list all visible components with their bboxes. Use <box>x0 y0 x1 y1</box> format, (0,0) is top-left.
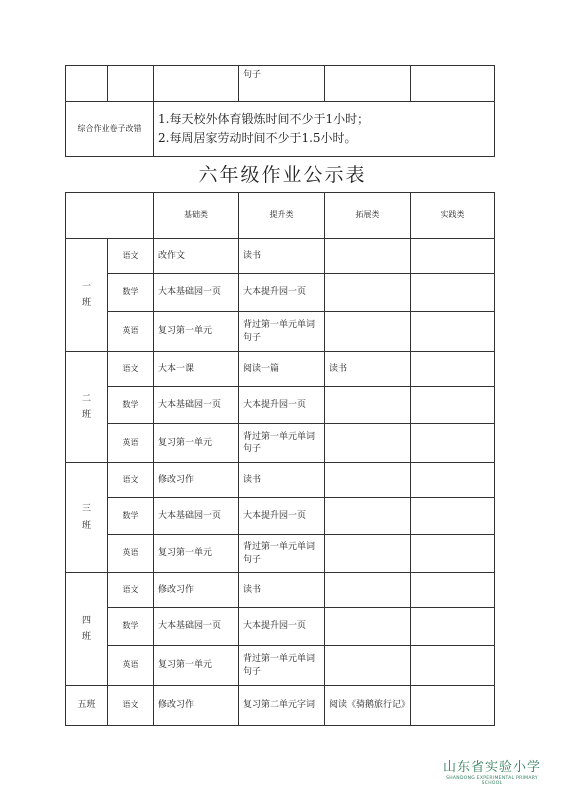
cell-improve: 背过第一单元单词句子 <box>239 424 325 463</box>
subject-label: 数学 <box>108 498 154 535</box>
cell-improve: 读书 <box>239 573 325 608</box>
subject-label: 数学 <box>108 274 154 312</box>
subject-label: 语文 <box>108 573 154 608</box>
cell-basic: 复习第一单元 <box>154 646 239 686</box>
class-name: 四 班 <box>66 573 108 686</box>
cell-basic: 改作文 <box>154 239 239 274</box>
notes-cell <box>154 102 495 157</box>
cell-practice <box>411 535 495 573</box>
cell-improve: 背过第一单元单词句子 <box>239 312 325 352</box>
cell-practice <box>411 686 495 726</box>
table-row <box>66 352 495 387</box>
cell-practice <box>411 463 495 498</box>
subject-label: 语文 <box>108 239 154 274</box>
header-extend: 拓展类 <box>325 193 411 239</box>
cell-extend <box>325 498 411 535</box>
cell-improve: 背过第一单元单词句子 <box>239 646 325 686</box>
cell-extend <box>325 239 411 274</box>
table-row <box>66 573 495 608</box>
cell-practice <box>411 387 495 424</box>
cell-basic: 大本基础园一页 <box>154 274 239 312</box>
school-name-en: SHANDONG EXPERIMENTAL PRIMARY SCHOOL <box>446 776 538 786</box>
cell-extend: 读书 <box>325 352 411 387</box>
header-basic: 基础类 <box>154 193 239 239</box>
cell-practice <box>411 274 495 312</box>
cell-extend <box>325 463 411 498</box>
table-row <box>66 239 495 274</box>
subject-label: 数学 <box>108 387 154 424</box>
cell-extend <box>325 573 411 608</box>
cell-basic: 复习第一单元 <box>154 312 239 352</box>
table-row <box>66 535 495 573</box>
subject-label: 语文 <box>108 352 154 387</box>
class-name: 二 班 <box>66 352 108 463</box>
subject-label: 语文 <box>108 686 154 726</box>
cell-practice <box>411 608 495 646</box>
table-row <box>66 102 495 157</box>
cell-basic: 大本基础园一页 <box>154 608 239 646</box>
header-cell <box>66 193 154 239</box>
cell-practice <box>411 573 495 608</box>
cell-extend <box>325 424 411 463</box>
cell-improve: 大本提升园一页 <box>239 387 325 424</box>
cell-basic: 复习第一单元 <box>154 424 239 463</box>
table-row <box>66 312 495 352</box>
header-row <box>66 193 495 239</box>
cell-practice <box>411 312 495 352</box>
subject-label: 英语 <box>108 312 154 352</box>
subject-label: 数学 <box>108 608 154 646</box>
subject-label: 英语 <box>108 646 154 686</box>
cell-basic: 修改习作 <box>154 463 239 498</box>
header-improve: 提升类 <box>239 193 325 239</box>
table-row <box>66 608 495 646</box>
cell-extend <box>325 387 411 424</box>
table-row <box>66 646 495 686</box>
cell-extend <box>325 608 411 646</box>
table-row <box>66 463 495 498</box>
note-line: 1.每天校外体育锻炼时间不少于1小时； <box>158 111 370 126</box>
cell-basic: 大本基础园一页 <box>154 498 239 535</box>
previous-table-continuation <box>65 65 495 157</box>
homework-table <box>65 192 495 726</box>
class-name: 三 班 <box>66 463 108 573</box>
cell-improve: 背过第一单元单词句子 <box>239 535 325 573</box>
table-row <box>66 387 495 424</box>
subject-label: 英语 <box>108 424 154 463</box>
cell-improve: 阅读一篇 <box>239 352 325 387</box>
cell-improve: 复习第二单元字词 <box>239 686 325 726</box>
cell-basic: 复习第一单元 <box>154 535 239 573</box>
cell-improve: 大本提升园一页 <box>239 498 325 535</box>
cell-practice <box>411 352 495 387</box>
class-name: 一 班 <box>66 239 108 352</box>
note-line: 2.每周居家劳动时间不少于1.5小时。 <box>158 131 357 145</box>
cell-improve: 读书 <box>239 463 325 498</box>
school-name: 山东省实验小学 <box>442 760 541 775</box>
cell-practice <box>411 498 495 535</box>
subject-label: 英语 <box>108 535 154 573</box>
cell-extend <box>325 646 411 686</box>
table-row <box>66 66 495 102</box>
cell-improve: 大本提升园一页 <box>239 274 325 312</box>
table-row <box>66 274 495 312</box>
table-row <box>66 686 495 726</box>
cell-extend <box>325 274 411 312</box>
cell-basic: 大本一课 <box>154 352 239 387</box>
cell-practice <box>411 239 495 274</box>
cell-basic: 大本基础园一页 <box>154 387 239 424</box>
cell-improve: 读书 <box>239 239 325 274</box>
cell-practice <box>411 646 495 686</box>
header-practice: 实践类 <box>411 193 495 239</box>
cell-extend: 阅读《骑鹅旅行记》 <box>325 686 411 726</box>
school-logo <box>437 756 547 786</box>
table-body <box>66 193 495 726</box>
subject-label: 语文 <box>108 463 154 498</box>
table-row <box>66 498 495 535</box>
cell-extend <box>325 312 411 352</box>
comprehensive-homework-label: 综合作业卷子改错 <box>66 102 154 157</box>
cell-basic: 修改习作 <box>154 686 239 726</box>
cell-extend <box>325 535 411 573</box>
page-title: 六年级作业公示表 <box>198 164 367 186</box>
cell-practice <box>411 424 495 463</box>
cell-basic: 修改习作 <box>154 573 239 608</box>
class-name: 五班 <box>66 686 108 726</box>
table-row <box>66 424 495 463</box>
cell-improve: 大本提升园一页 <box>239 608 325 646</box>
cell-improve: 句子 <box>239 66 325 102</box>
